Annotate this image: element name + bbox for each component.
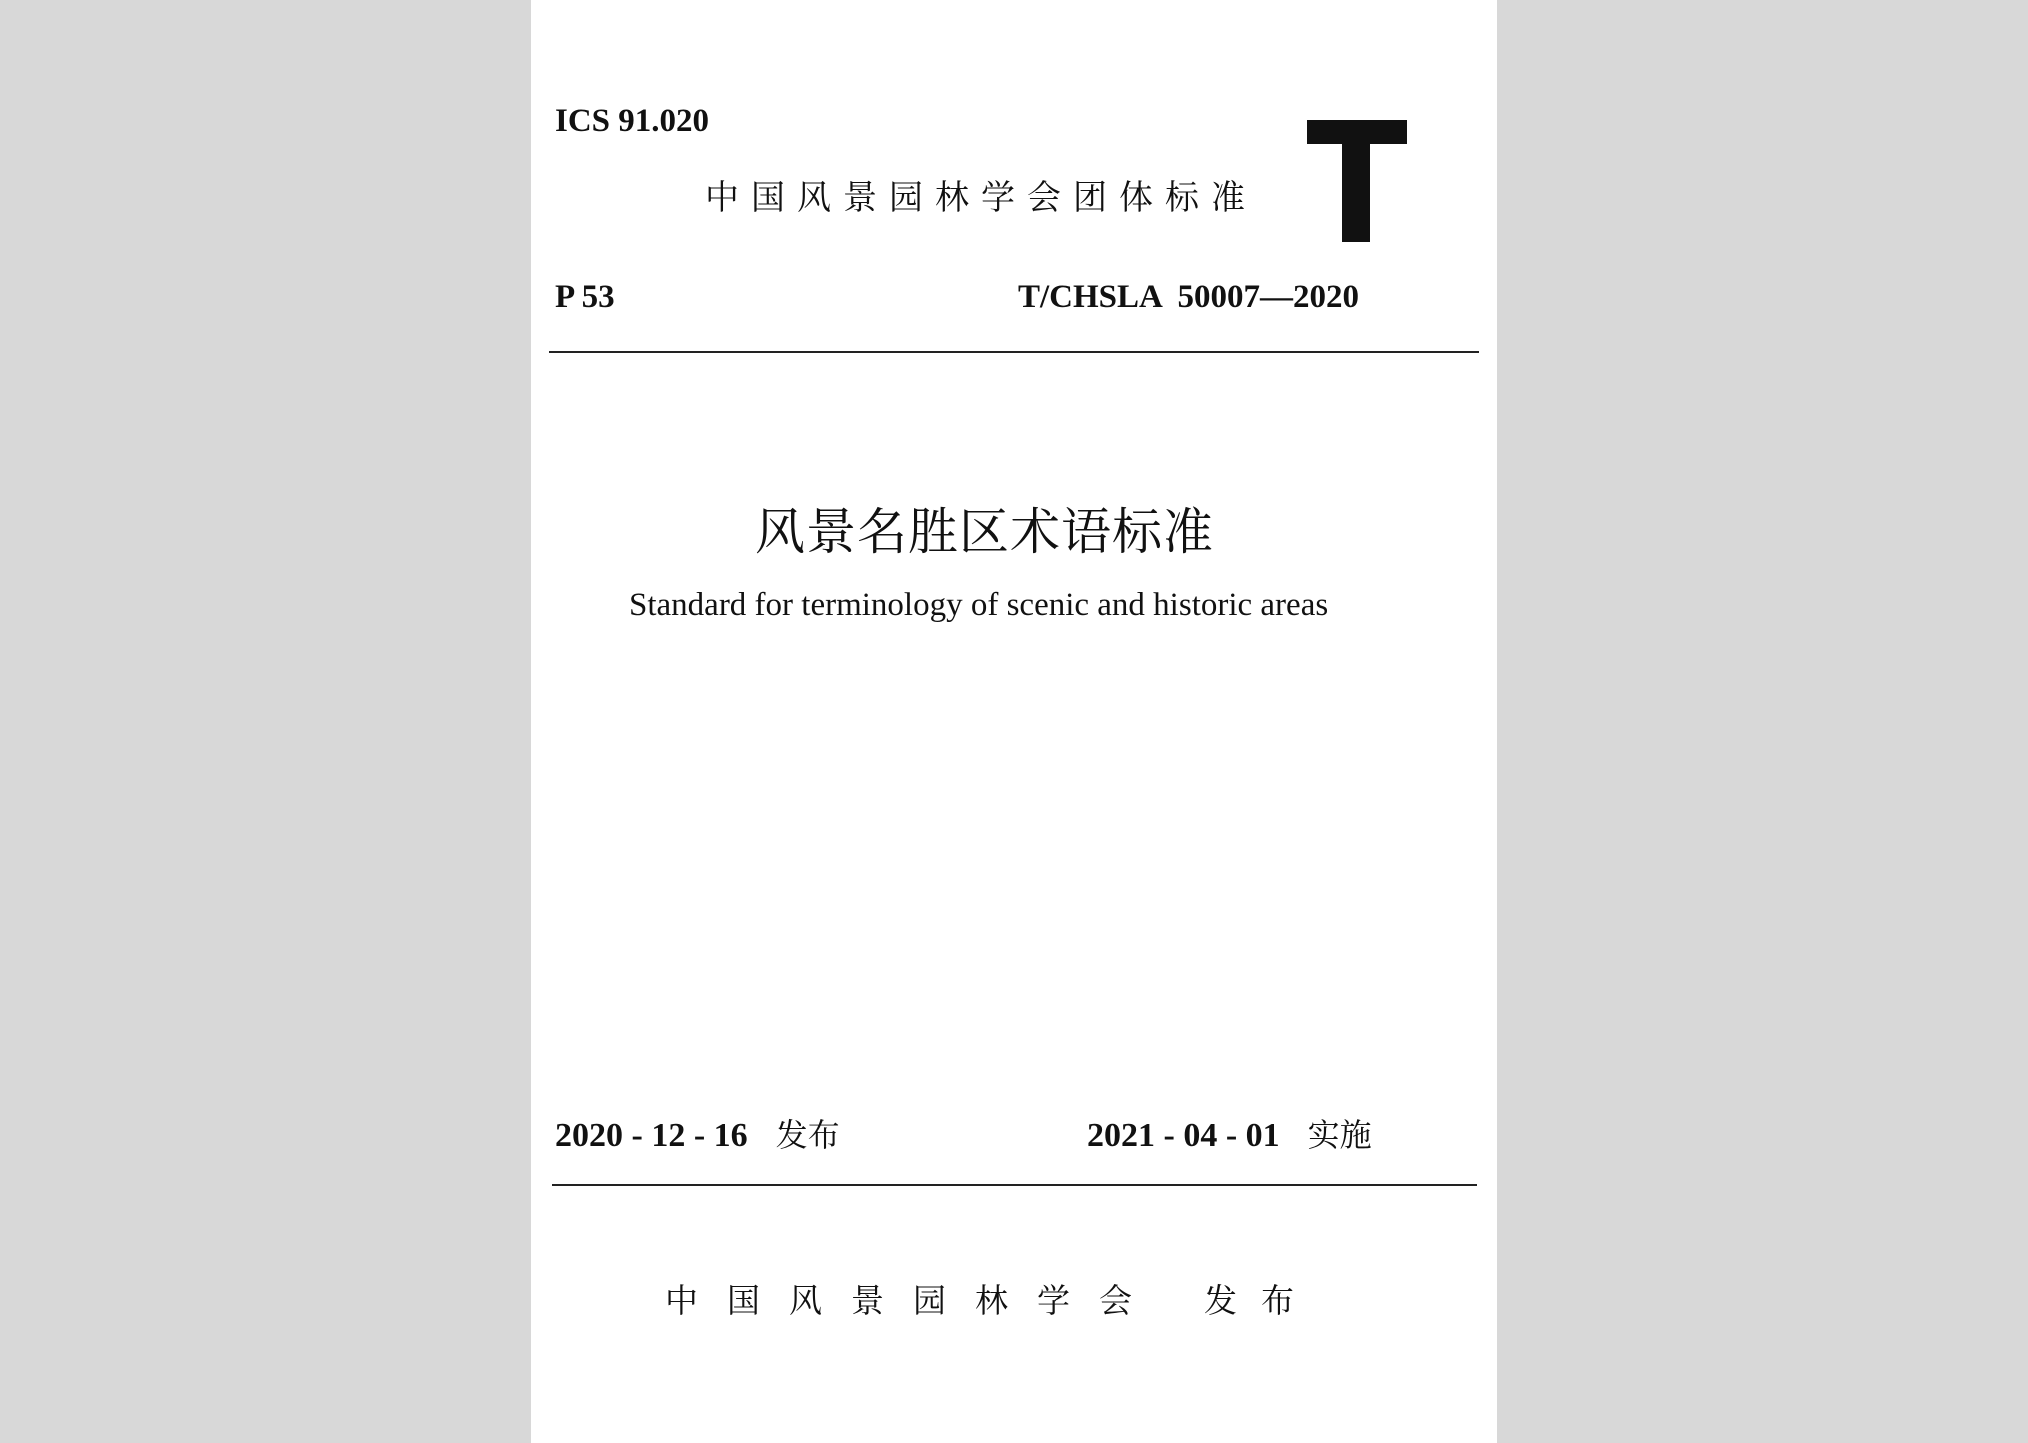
category-mark-t <box>1293 120 1417 242</box>
implement-date-block <box>1087 1110 1372 1156</box>
footer-divider <box>552 1184 1477 1186</box>
issue-date: 2020 - 12 - 16 <box>555 1117 748 1154</box>
implement-label: 实施 <box>1307 1116 1372 1154</box>
implement-date: 2021 - 04 - 01 <box>1087 1117 1280 1154</box>
ics-code: ICS 91.020 <box>555 103 710 139</box>
header-divider <box>549 351 1479 353</box>
standard-body-title: 中国风景园林学会团体标准 <box>705 178 1257 218</box>
document-title-chinese: 风景名胜区术语标准 <box>755 504 1214 560</box>
publish-label: 发布 <box>1204 1281 1318 1320</box>
issue-label: 发布 <box>775 1116 840 1154</box>
document-title-english: Standard for terminology of scenic and historic areas <box>629 587 1329 623</box>
document-page <box>531 0 1497 1443</box>
standard-number: T/CHSLA 50007—2020 <box>1018 279 1360 315</box>
publisher-name: 中国风景园林学会 <box>665 1281 1161 1320</box>
issue-date-block <box>555 1110 840 1156</box>
classification-code: P 53 <box>555 279 615 315</box>
